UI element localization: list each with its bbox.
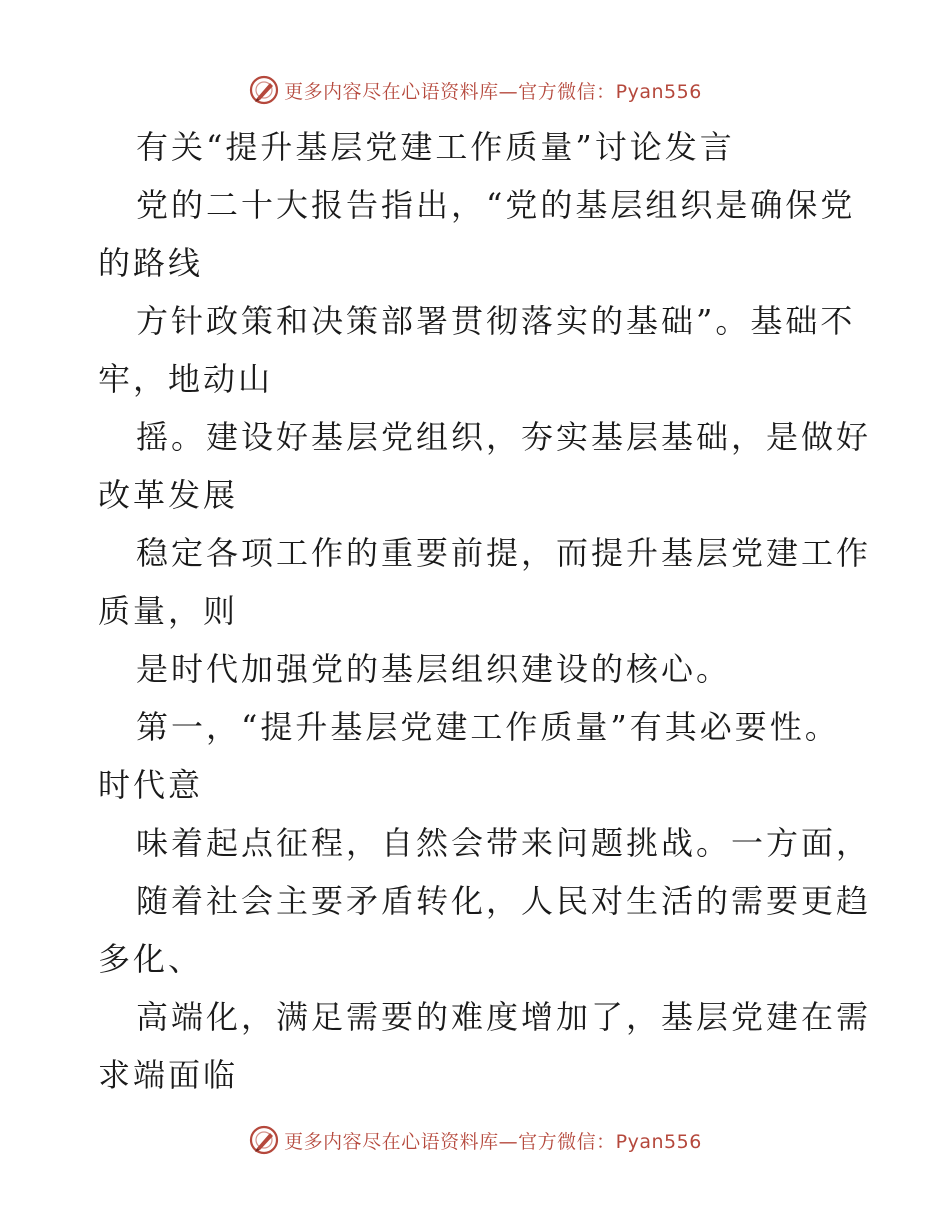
text-line: 随着社会主要矛盾转化，人民对生活的需要更趋 [136, 882, 872, 920]
text-line: 摇。建设好基层党组织，夯实基层基础，是做好 [136, 418, 872, 456]
pen-logo-icon [248, 1124, 280, 1156]
document-body [98, 118, 872, 1104]
text-line: 味着起点征程，自然会带来问题挑战。一方面， [136, 824, 872, 862]
text-line: 稳定各项工作的重要前提，而提升基层党建工作 [136, 534, 872, 572]
header-watermark-banner [0, 70, 950, 110]
watermark-text: 更多内容尽在心语资料库—官方微信：Pyan556 [284, 80, 702, 103]
text-line: 牢，地动山 [98, 360, 274, 398]
text-line: 党的二十大报告指出，“党的基层组织是确保党 [136, 186, 856, 224]
text-line: 有关“提升基层党建工作质量”讨论发言 [136, 128, 735, 166]
text-line: 质量，则 [98, 592, 239, 630]
pen-logo-icon [248, 74, 280, 106]
text-line: 时代意 [98, 766, 204, 804]
text-line: 多化、 [98, 940, 204, 978]
text-line: 高端化，满足需要的难度增加了，基层党建在需 [136, 998, 872, 1036]
text-line: 改革发展 [98, 476, 239, 514]
text-line: 的路线 [98, 244, 204, 282]
text-line: 求端面临 [98, 1056, 239, 1094]
text-line: 方针政策和决策部署贯彻落实的基础”。基础不 [136, 302, 856, 340]
text-line: 第一，“提升基层党建工作质量”有其必要性。 [136, 708, 840, 746]
footer-watermark-banner [0, 1120, 950, 1160]
text-line: 是时代加强党的基层组织建设的核心。 [136, 650, 732, 688]
watermark-text: 更多内容尽在心语资料库—官方微信：Pyan556 [284, 1130, 702, 1153]
